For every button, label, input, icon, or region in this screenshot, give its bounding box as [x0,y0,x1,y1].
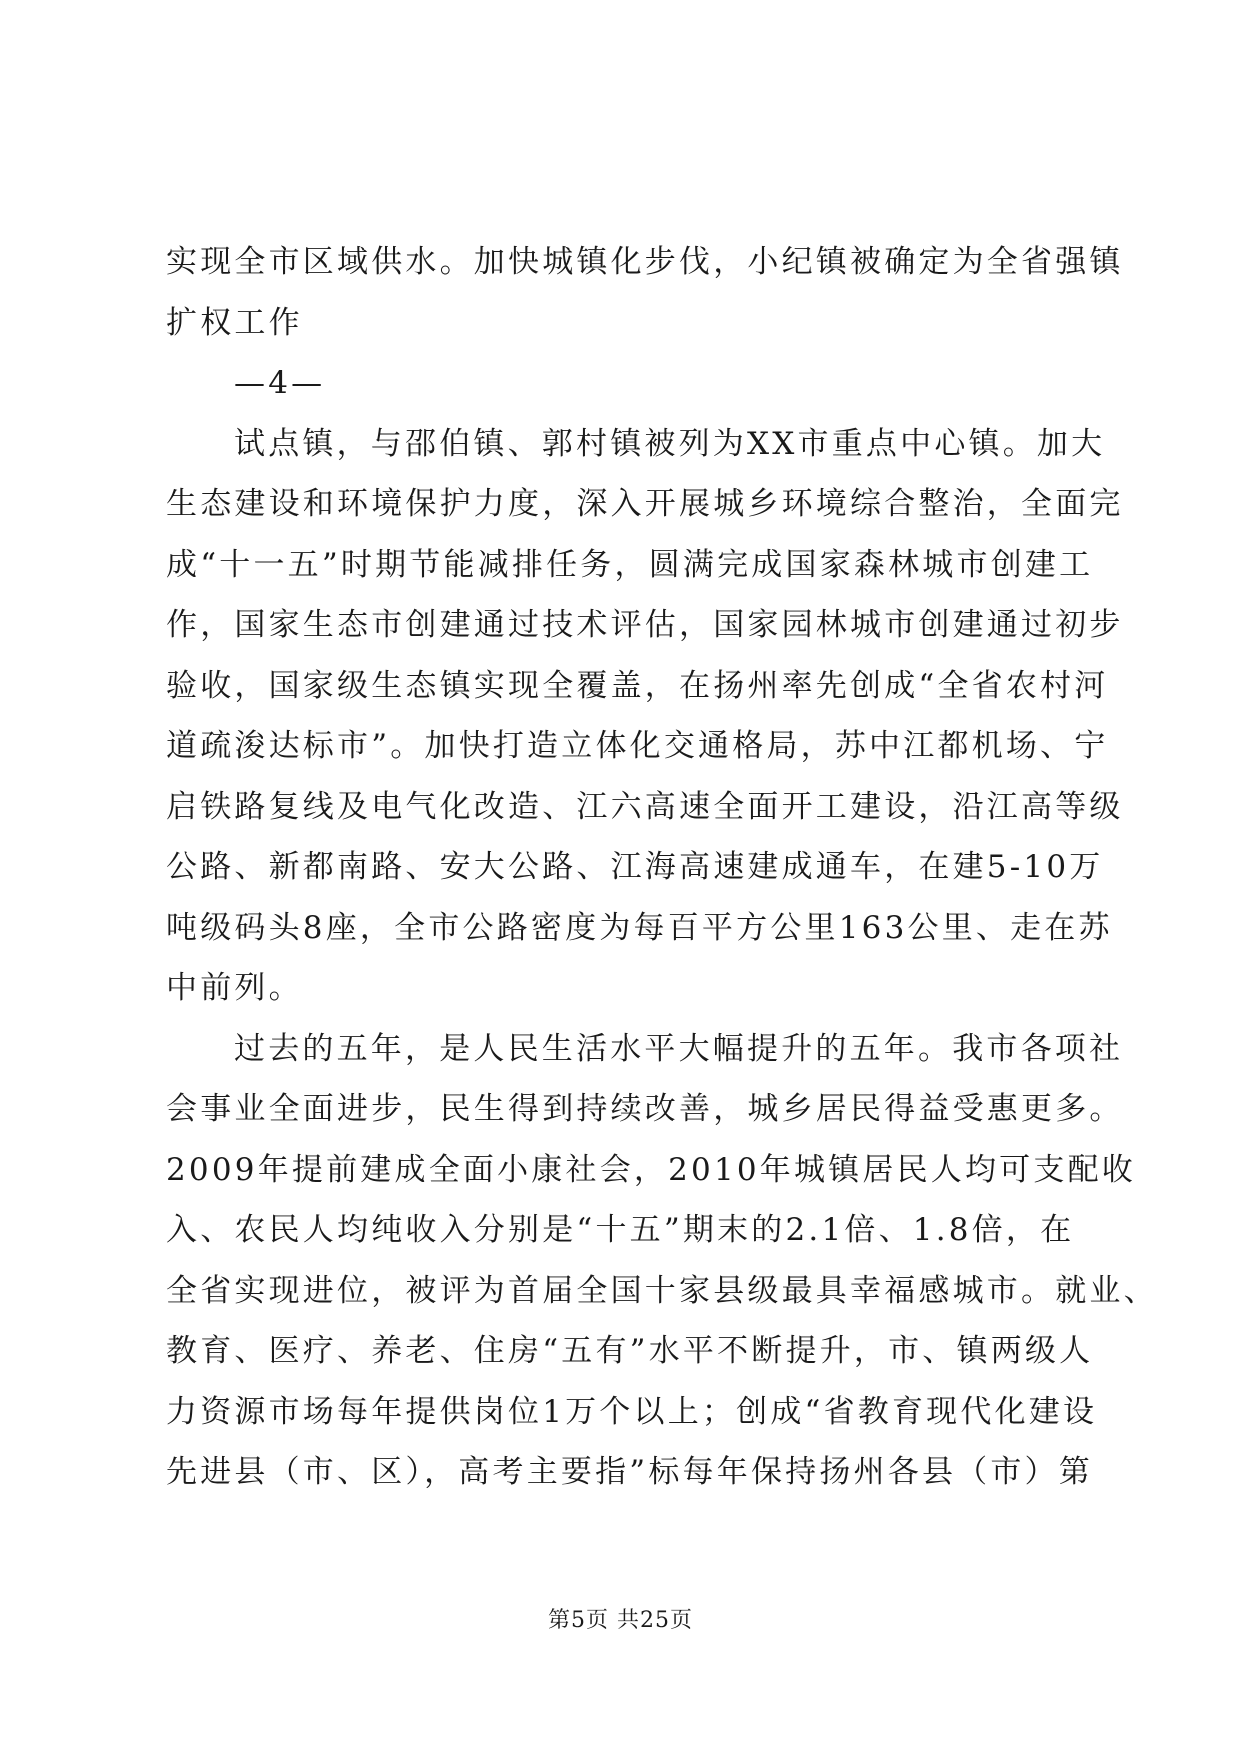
text-line: 成“十一五”时期节能减排任务，圆满完成国家森林城市创建工 [166,546,1094,583]
text-line: 2009年提前建成全面小康社会，2010年城镇居民人均可支配收 [166,1151,1136,1188]
text-line: 启铁路复线及电气化改造、江六高速全面开工建设，沿江高等级 [166,788,1124,825]
page-number: 第5页 共25页 [548,1608,693,1633]
text-line: 过去的五年，是人民生活水平大幅提升的五年。我市各项社 [234,1030,1124,1067]
text-line: 实现全市区域供水。加快城镇化步伐，小纪镇被确定为全省强镇 [166,244,1124,280]
text-line: 道疏浚达标市”。加快打造立体化交通格局，苏中江都机场、宁 [166,728,1109,764]
text-line: 吨级码头8座，全市公路密度为每百平方公里163公里、走在苏 [166,909,1113,946]
text-line: 作，国家生态市创建通过技术评估，国家园林城市创建通过初步 [166,607,1124,643]
text-line: 力资源市场每年提供岗位1万个以上；创成“省教育现代化建设 [166,1393,1098,1430]
text-line: 试点镇，与邵伯镇、郭村镇被列为XX市重点中心镇。加大 [234,425,1106,462]
text-line: 教育、医疗、养老、住房“五有”水平不断提升，市、镇两级人 [166,1333,1094,1369]
text-line: 先进县（市、区），高考主要指”标每年保持扬州各县（市）第 [166,1454,1093,1490]
text-line: 中前列。 [166,970,303,1006]
page-footer [0,1606,1241,1636]
text-line: 入、农民人均纯收入分别是“十五”期末的2.1倍、1.8倍，在 [166,1212,1075,1248]
body-text [166,232,1158,1503]
text-line: 验收，国家级生态镇实现全覆盖，在扬州率先创成“全省农村河 [166,667,1109,704]
text-line: 会事业全面进步，民生得到持续改善，城乡居民得益受惠更多。 [166,1091,1124,1127]
text-line: 公路、新都南路、安大公路、江海高速建成通车，在建5-10万 [166,849,1104,885]
text-line: 全省实现进位，被评为首届全国十家县级最具幸福感城市。就业、 [166,1272,1158,1309]
text-line: 扩权工作 [166,304,303,341]
page-marker: —4— [234,365,326,401]
text-line: 生态建设和环境保护力度，深入开展城乡环境综合整治，全面完 [166,486,1124,522]
